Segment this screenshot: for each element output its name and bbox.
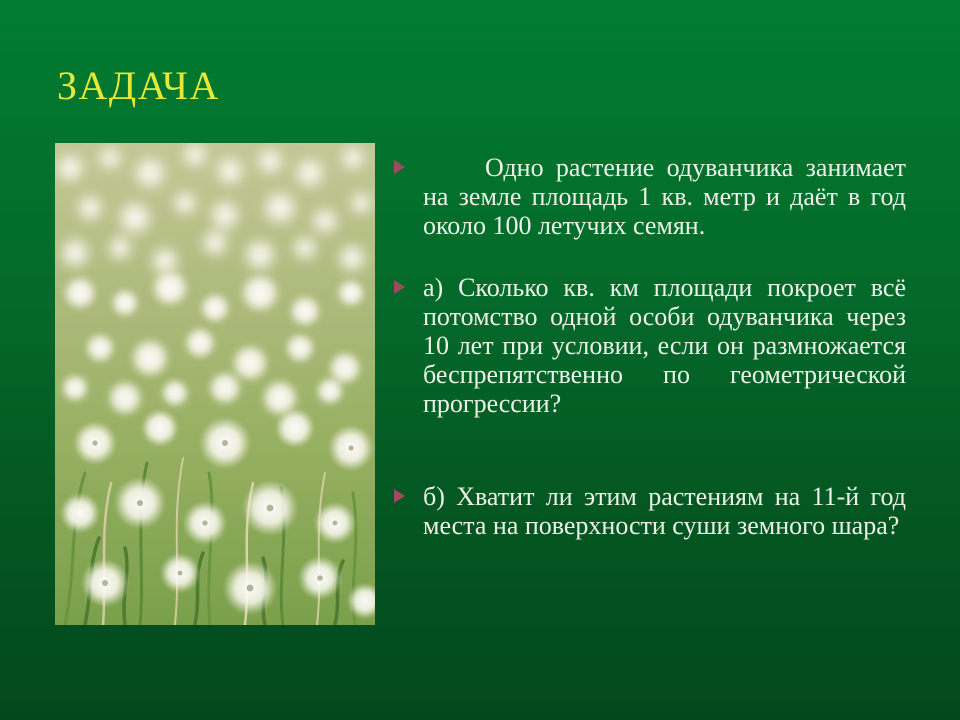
bullet-item-question-a [393,273,906,418]
bullet-arrow-icon [394,160,405,174]
dandelion-field-illustration [55,143,375,625]
bullet-arrow-icon [394,280,405,294]
dandelion-field-photo [55,143,375,625]
bullet-list [393,153,906,540]
slide-title: ЗАДАЧА [57,63,220,108]
bullet-arrow-icon [394,489,405,503]
bullet-text: а) Сколько кв. км площади покроет всё потомство одной особи одуванчика через 10 лет при условии, если он размножается беспрепятственно по геометрической прогрессии? [423,273,906,418]
bullet-text: б) Хватит ли этим растениям на 11-й год места на поверхности суши земного шара? [423,482,906,540]
bullet-item-intro [393,153,906,240]
bullet-item-question-b [393,482,906,540]
bullet-text: Одно растение одуванчика занимает на земле площадь 1 кв. метр и даёт в год около 100 летучих семян. [423,153,906,240]
